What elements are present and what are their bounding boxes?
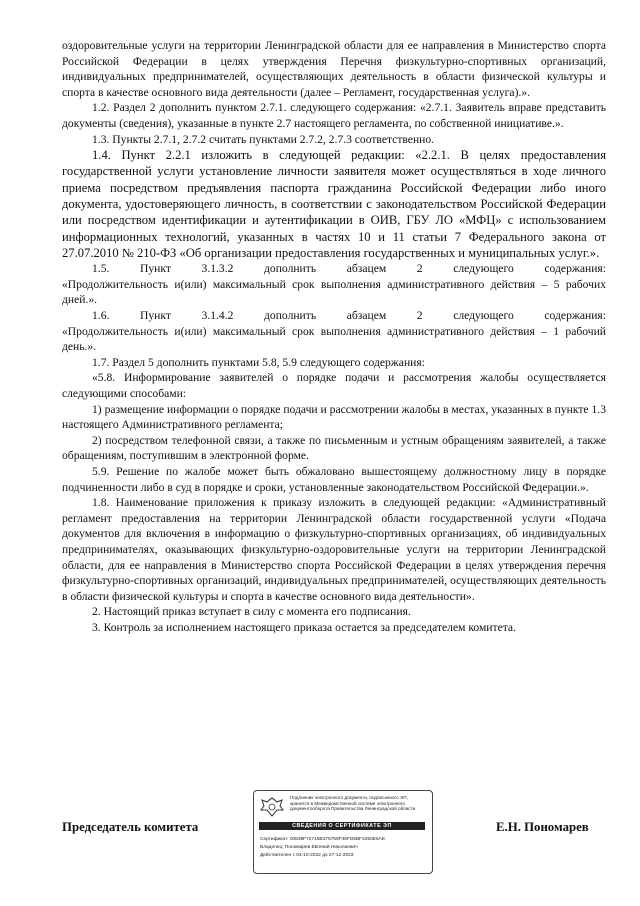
- coat-of-arms-icon: [259, 796, 285, 818]
- paragraph-5-8-item-2: 2) посредством телефонной связи, а также по письменным и устным обращениям заявителей, а также обращениям, поступившим в электронной форме.: [62, 433, 606, 463]
- document-body: [62, 38, 606, 635]
- stamp-notice: Подлинник электронного документа, подписанного ЭП, хранится в Межведомственной системе электронного документооборота Правительства Ленинградской области: [290, 795, 416, 812]
- stamp-certificate-details: [260, 836, 426, 859]
- paragraph-5-9: 5.9. Решение по жалобе может быть обжаловано вышестоящему должностному лицу в порядке подчиненности либо в суд в порядке и сроки, установленные законодательством Российской Федерации.».: [62, 464, 606, 494]
- paragraph-5-8: «5.8. Информирование заявителей о порядке подачи и рассмотрения жалобы осуществляется следующими способами:: [62, 371, 606, 400]
- paragraph-1-5-quote: «Продолжительность и(или) максимальный срок выполнения административного действия – 5 рабочих дней.».: [62, 277, 606, 307]
- paragraph-1-6-quote: «Продолжительность и(или) максимальный срок выполнения административного действия – 1 рабочий день.».: [62, 324, 606, 354]
- paragraph-regulation-title-end: оздоровительные услуги на территории Ленинградской области для ее направления в Министерство спорта Российской Федерации в целях утверждения Перечня физкультурно-спортивных организаций, индивидуальных предпринимателей, осуществляющих деятельность в области физической культуры и спорта в качестве основного вида деятельности (далее – Регламент, государственная услуга).».: [62, 39, 606, 99]
- paragraph-1-2: 1.2. Раздел 2 дополнить пунктом 2.7.1. следующего содержания: «2.7.1. Заявитель вправе представить документы (сведения), указанные в пункте 2.7 настоящего регламента, по собственной инициативе.».: [62, 101, 606, 130]
- paragraph-1-6: 1.6. Пункт 3.1.4.2 дополнить абзацем 2 следующего содержания:: [92, 309, 606, 323]
- signatory-position: Председатель комитета: [62, 820, 199, 834]
- paragraph-5-8-item-1: 1) размещение информации о порядке подачи и рассмотрении жалобы в местах, указанных в пункте 1.3 настоящего Административного регламента;: [62, 402, 606, 432]
- paragraph-1-3: 1.3. Пункты 2.7.1, 2.7.2 считать пунктами 2.7.2, 2.7.3 соответственно.: [92, 132, 435, 146]
- electronic-signature-stamp: [253, 790, 433, 874]
- paragraph-1-7: 1.7. Раздел 5 дополнить пунктами 5.8, 5.9 следующего содержания:: [92, 355, 425, 369]
- paragraph-2: 2. Настоящий приказ вступает в силу с момента его подписания.: [92, 605, 411, 619]
- paragraph-1-5: 1.5. Пункт 3.1.3.2 дополнить абзацем 2 следующего содержания:: [92, 262, 606, 276]
- paragraph-3: 3. Контроль за исполнением настоящего приказа остается за председателем комитета.: [92, 620, 516, 634]
- stamp-certificate-number: Сертификат: 00839F72715B375759F46FD5BF2250E6AE: [260, 837, 386, 842]
- paragraph-1-4: 1.4. Пункт 2.2.1 изложить в следующей редакции: «2.2.1. В целях предоставления государственной услуги установление личности заявителя может осуществляться в ходе личного приема посредством предъявления паспорта гражданина Российской Федерации либо иного документа, удостоверяющего личность, в соответствии с законодательством Российской Федерации или посредством идентификации и аутентификации в ОИВ, ГБУ ЛО «МФЦ» с использованием информационных технологий, указанных в частях 10 и 11 статьи 7 Федерального закона от 27.07.2010 № 210-ФЗ «Об организации предоставления государственных и муниципальных услуг.».: [62, 148, 606, 260]
- signatory-name: Е.Н. Пономарев: [496, 820, 589, 834]
- stamp-validity: Действителен с 03-10-2022 до 27-12-2023: [260, 852, 354, 858]
- stamp-owner: Владелец: Пономарев Евгений Николаевич: [260, 844, 358, 850]
- stamp-certificate-header: СВЕДЕНИЯ О СЕРТИФИКАТЕ ЭП: [259, 822, 425, 830]
- paragraph-1-8: 1.8. Наименование приложения к приказу изложить в следующей редакции: «Административный регламент предоставления на территории Ленинградской области государственной услуги «Подача документов для включения в информацию о физкультурно-спортивных организациях, об индивидуальных предпринимателях, оказывающих физкультурно-оздоровительные услуги на территории Ленинградской области, для ее направления в Министерство спорта Российской Федерации в целях утверждения перечня физкультурно-спортивных организаций, индивидуальных предпринимателей, осуществляющих деятельность в области физической культуры и спорта в качестве основного вида деятельности».: [62, 496, 606, 603]
